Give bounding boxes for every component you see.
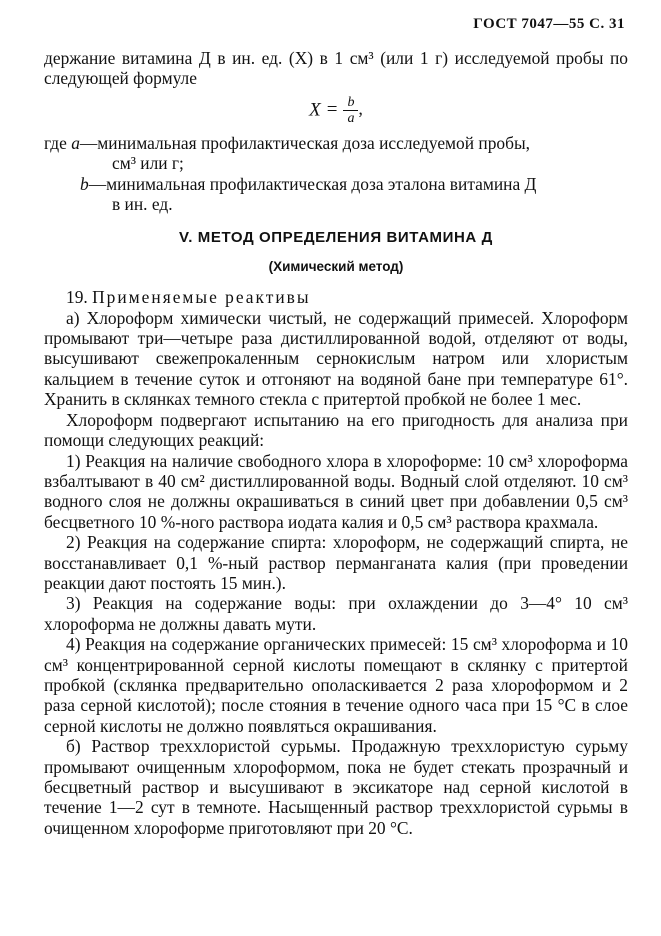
formula	[44, 95, 628, 127]
legend-b-var: b	[80, 173, 89, 194]
legend-b-cont: в ин. ед.	[112, 194, 173, 215]
paragraph-reaction-2: 2) Реакция на содержание спирта: хлороформ, не содержащий спирта, не восстанавливает 0,1 %-ный раствор перманганата калия (при проведении реакции дают постоять 15 мин.).	[44, 532, 628, 593]
item-19-title: Применяемые реактивы	[92, 287, 311, 308]
section-subtitle: (Химический метод)	[268, 258, 404, 274]
formula-denominator: a	[347, 110, 355, 126]
legend-a-text: минимальная профилактическая доза исследуемой пробы,	[97, 132, 530, 153]
legend-a-cont: см³ или г;	[112, 153, 184, 174]
item-19-number: 19.	[66, 287, 88, 308]
paragraph-reaction-4: 4) Реакция на содержание органических примесей: 15 см³ хлороформа и 10 см³ концентрированной серной кислоты помещают в склянку с притертой пробкой (склянка предварительно ополаскивается 2 раза хлороформом и 2 раза серной кислотой); после стояния в течение одного часа при 15 °С в слое серной кислоты не должно появляться окрашивания.	[44, 634, 628, 736]
item-19-heading	[44, 287, 628, 307]
legend-b-dash: —	[88, 173, 107, 194]
formula-equals: =	[326, 99, 338, 121]
legend-b	[44, 174, 628, 215]
formula-fraction	[343, 95, 358, 126]
page-header: ГОСТ 7047—55 С. 31	[473, 16, 625, 32]
paragraph-reaction-1: 1) Реакция на наличие свободного хлора в хлороформе: 10 см³ хлороформа взбалтывают в 40 см² дистиллированной воды. Водный слой отделяют. 10 см³ водного слоя не должны окрашиваться в синий цвет при добавлении 0,5 см³ бесцветного 10 %-ного раствора иодата калия и 0,5 см³ раствора крахмала.	[44, 450, 628, 532]
formula-tail: ,	[358, 98, 363, 119]
formula-numerator: b	[343, 95, 358, 111]
legend-a-var: a	[71, 132, 80, 153]
legend-a-prefix: где	[44, 132, 67, 153]
paragraph-chloroform-test: Хлороформ подвергают испытанию на его пригодность для анализа при помощи следующих реакций:	[44, 409, 628, 451]
intro-text: держание витамина Д в ин. ед. (X) в 1 см³ (или 1 г) исследуемой пробы по следующей формуле	[44, 48, 628, 89]
legend-a-dash: —	[79, 132, 98, 153]
paragraph-reaction-3: 3) Реакция на содержание воды: при охлаждении до 3—4° 10 см³ хлороформа не должны давать мути.	[44, 593, 628, 634]
section-title: V. МЕТОД ОПРЕДЕЛЕНИЯ ВИТАМИНА Д	[179, 229, 493, 247]
legend-b-text: минимальная профилактическая доза эталона витамина Д	[106, 173, 537, 194]
formula-lhs: X	[309, 99, 321, 121]
page-body	[44, 48, 628, 838]
paragraph-b: б) Раствор треххлористой сурьмы. Продажную треххлористую сурьму промывают очищенным хлороформом, пока не будет стекать прозрачный и бесцветный раствор и высушивают в эксикаторе над серной кислотой в течение 1—2 сут в темноте. Насыщенный раствор треххлористой сурьмы в очищенном хлороформе приготовляют при 20 °С.	[44, 736, 628, 838]
paragraph-a: а) Хлороформ химически чистый, не содержащий примесей. Хлороформ промывают три—четыре раза дистиллированной водой, отделяют от воды, высушивают свежепрокаленным сернокислым натром или хлористым кальцием в течение суток и отгоняют на водяной бане при температуре 61°. Хранить в склянках темного стекла с притертой пробкой не более 1 мес.	[44, 307, 628, 410]
legend-a	[44, 133, 628, 174]
